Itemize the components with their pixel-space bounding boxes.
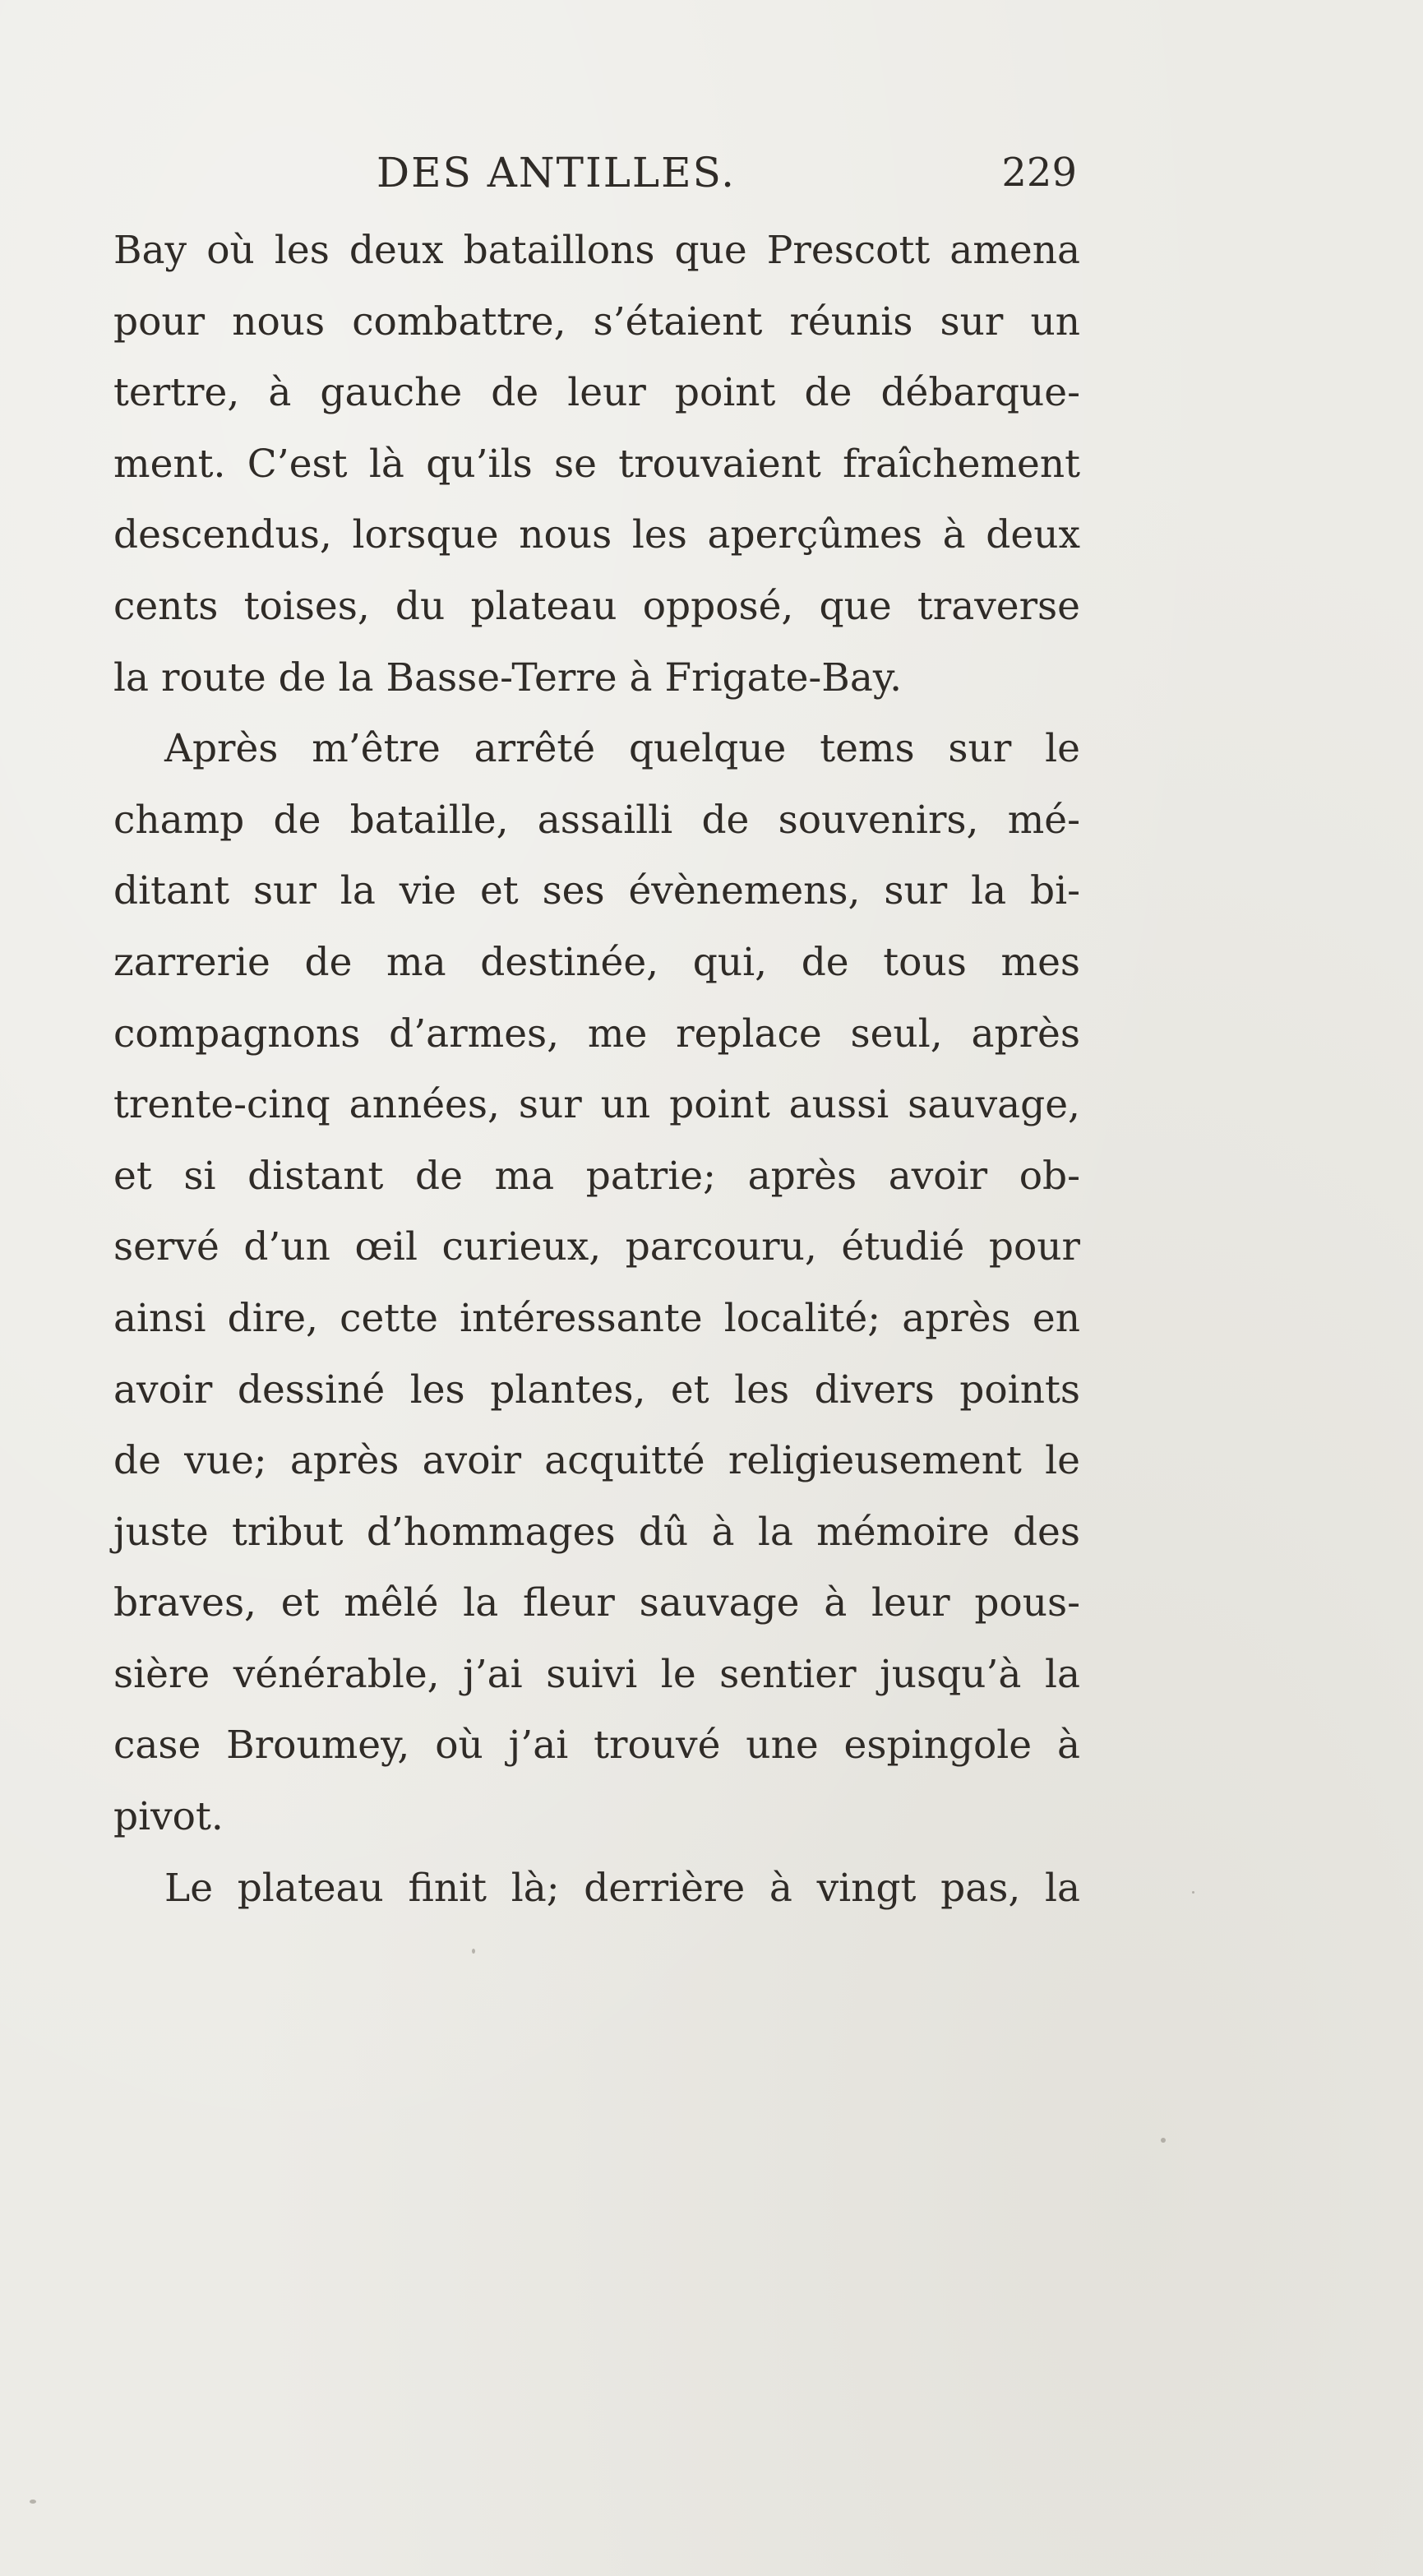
paper-speck: [30, 2500, 36, 2504]
text-line: Après m’être arrêté quelque tems sur le: [164, 726, 1080, 772]
text-line: case Broumey, où j’ai trouvé une espingole à: [113, 1723, 1080, 1769]
text-line: Le plateau finit là; derrière à vingt pas, la: [164, 1865, 1080, 1911]
body-text: [113, 215, 1080, 1924]
text-line: sière vénérable, j’ai suivi le sentier jusqu’à la: [113, 1651, 1080, 1697]
text-line: tertre, à gauche de leur point de débarque-: [113, 370, 1080, 416]
text-line: de vue; après avoir acquitté religieusement le: [113, 1438, 1080, 1484]
paper-speck: [1192, 1891, 1194, 1894]
paper-speck: [472, 1949, 475, 1954]
text-line: zarrerie de ma destinée, qui, de tous mes: [113, 939, 1080, 985]
page-number: 229: [1001, 150, 1077, 196]
text-line: juste tribut d’hommages dû à la mémoire des: [113, 1509, 1080, 1555]
text-line: pour nous combattre, s’étaient réunis sur un: [113, 298, 1080, 345]
text-line: ditant sur la vie et ses évènemens, sur la bi-: [113, 868, 1080, 914]
text-line: ainsi dire, cette intéressante localité; après en: [113, 1295, 1080, 1341]
paper-speck: [1161, 2138, 1166, 2143]
text-line: descendus, lorsque nous les aperçûmes à deux: [113, 512, 1080, 558]
text-line: compagnons d’armes, me replace seul, après: [113, 1011, 1080, 1057]
text-line: servé d’un œil curieux, parcouru, étudié pour: [113, 1224, 1080, 1270]
text-line: braves, et mêlé la fleur sauvage à leur pous-: [113, 1580, 1080, 1626]
running-title: DES ANTILLES.: [377, 149, 736, 197]
text-line: trente-cinq années, sur un point aussi sauvage,: [113, 1082, 1080, 1128]
text-line: champ de bataille, assailli de souvenirs, mé-: [113, 797, 1080, 843]
text-line: ment. C’est là qu’ils se trouvaient fraîchement: [113, 441, 1080, 487]
text-line: cents toises, du plateau opposé, que traverse: [113, 583, 1080, 629]
text-line: pivot.: [113, 1794, 224, 1840]
text-line: Bay où les deux bataillons que Prescott amena: [113, 228, 1080, 273]
text-line: la route de la Basse-Terre à Frigate-Bay.: [113, 654, 903, 701]
running-head: [115, 140, 1077, 206]
text-line: et si distant de ma patrie; après avoir ob-: [113, 1153, 1080, 1199]
text-line: avoir dessiné les plantes, et les divers points: [113, 1367, 1080, 1413]
